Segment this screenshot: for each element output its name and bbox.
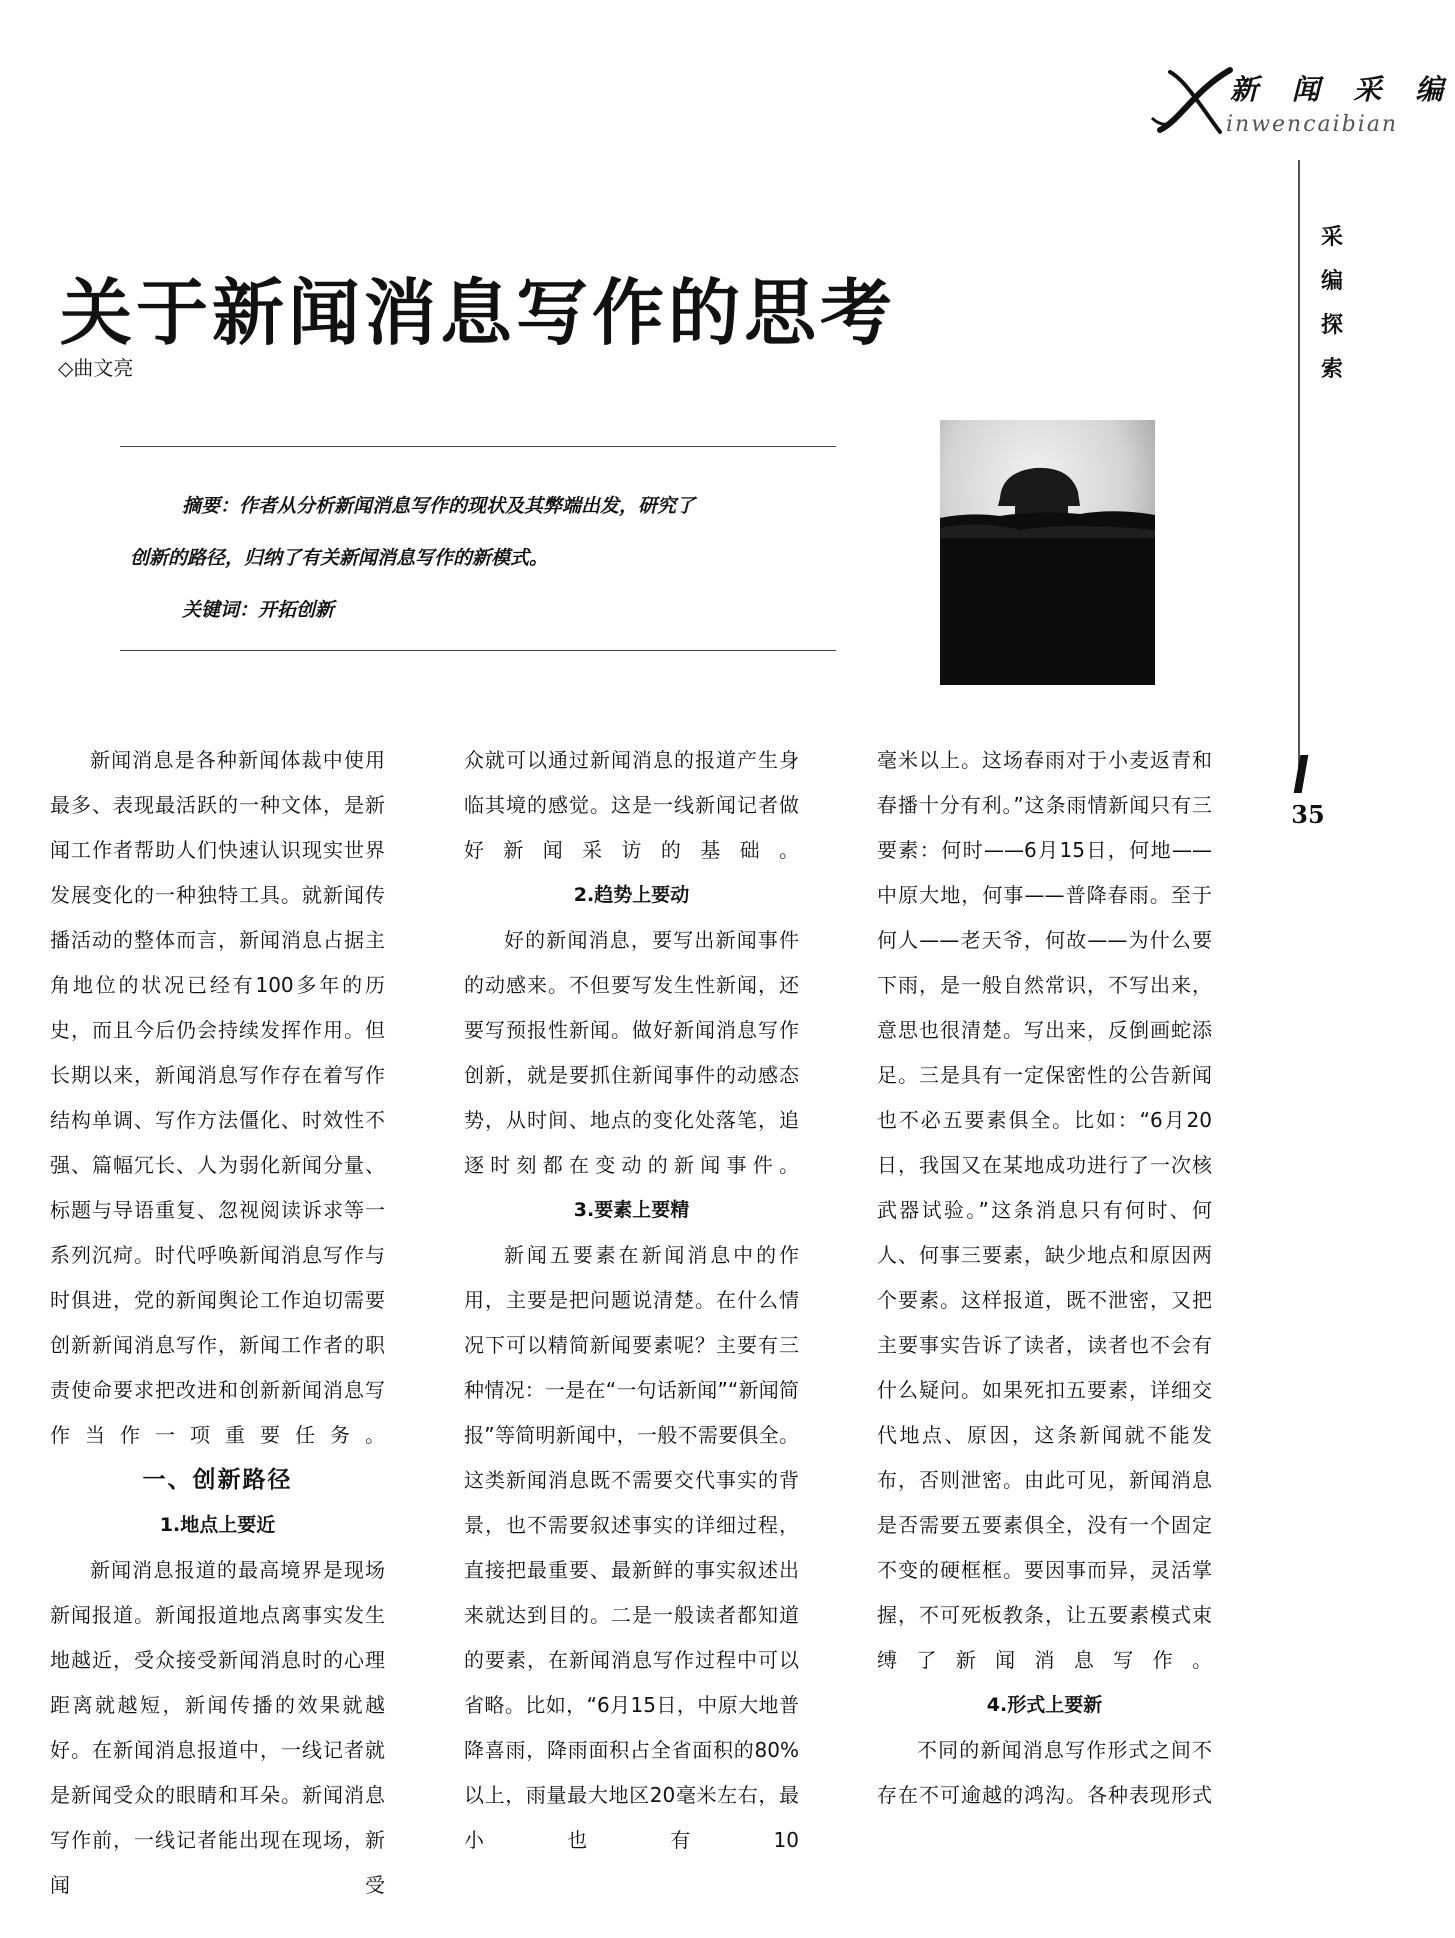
paragraph: 新闻五要素在新闻消息中的作用，主要是把问题说清楚。在什么情况下可以精简新闻要素呢？主要有三种情况：一是在“一句话新闻”“新闻简报”等简明新闻中，一般不需要俱全。这类新闻消息既不需要交代事实的背景，也不需要叙述事实的详细过程，直接把最重要、最新鲜的事实叙述出来就达到目的。二是一般读者都知道的要素，在新闻消息写作过程中可以省略。比如，“6月15日，中原大地普降喜雨，降雨面积占全省面积的80%以上，雨量最大地区20毫米左右，最小也有10 [464,1243,799,1852]
article-photo [940,420,1155,685]
article-author: ◇曲文亮 [58,356,134,380]
paragraph: 新闻消息报道的最高境界是现场新闻报道。新闻报道地点离事实发生地越近，受众接受新闻消息时的心理距离就越短，新闻传播的效果就越好。在新闻消息报道中，一线记者就是新闻受众的眼睛和耳朵。新闻消息写作前，一线记者能出现在现场，新闻受 [50,1558,385,1897]
abstract-bottom-rule [120,650,836,651]
paragraph: 好的新闻消息，要写出新闻事件的动感来。不但要写发生性新闻，还要写预报性新闻。做好新闻消息写作创新，就是要抓住新闻事件的动感态势，从时间、地点的变化处落笔，追逐时刻都在变动的新闻事件。 [464,928,799,1177]
paragraph: 不同的新闻消息写作形式之间不存在不可逾越的鸿沟。各种表现形式 [877,1738,1212,1807]
subsection-heading: 4.形式上要新 [986,1694,1103,1716]
subsection-heading: 2.趋势上要动 [573,884,690,906]
section-char: 索 [1320,357,1343,382]
margin-rule-tick [1294,755,1309,793]
text-column-1 [50,738,385,1908]
section-char: 采 [1320,225,1343,250]
margin-rule [1298,160,1300,780]
brand-subtitle: inwencaibian [1226,112,1399,137]
subsection-heading: 3.要素上要精 [573,1199,690,1221]
photo-image [940,420,1155,685]
page-number: 35 [1291,800,1325,829]
abstract-block [130,480,830,636]
section-char: 探 [1320,313,1343,338]
text-column-3 [877,738,1212,1818]
section-heading: 一、创新路径 [142,1467,293,1493]
abstract-line: 创新的路径，归纳了有关新闻消息写作的新模式。 [130,547,549,569]
section-char: 编 [1320,269,1343,294]
keywords-line: 关键词：开拓创新 [182,599,335,621]
article-title: 关于新闻消息写作的思考 [60,270,897,355]
paragraph: 新闻消息是各种新闻体裁中使用最多、表现最活跃的一种文体，是新闻工作者帮助人们快速认识现实世界发展变化的一种独特工具。就新闻传播活动的整体而言，新闻消息占据主角地位的状况已经有100多年的历史，而且今后仍会持续发挥作用。但长期以来，新闻消息写作存在着写作结构单调、写作方法僵化、时效性不强、篇幅冗长、人为弱化新闻分量、标题与导语重复、忽视阅读诉求等一系列沉疴。时代呼唤新闻消息写作与时俱进，党的新闻舆论工作迫切需要创新新闻消息写作，新闻工作者的职责使命要求把改进和创新新闻消息写作当作一项重要任务。 [50,748,385,1447]
subsection-heading: 1.地点上要近 [159,1514,276,1536]
abstract-top-rule [120,446,836,447]
paragraph: 毫米以上。这场春雨对于小麦返青和春播十分有利。”这条雨情新闻只有三要素：何时——6月15日，何地——中原大地，何事——普降春雨。至于何人——老天爷，何故——为什么要下雨，是一般自然常识，不写出来，意思也很清楚。写出来，反倒画蛇添足。三是具有一定保密性的公告新闻也不必五要素俱全。比如：“6月20日，我国又在某地成功进行了一次核武器试验。”这条消息只有何时、何人、何事三要素，缺少地点和原因两个要素。这样报道，既不泄密，又把主要事实告诉了读者，读者也不会有什么疑问。如果死扣五要素，详细交代地点、原因，这条新闻就不能发布，否则泄密。由此可见，新闻消息是否需要五要素俱全，没有一个固定不变的硬框框。要因事而异，灵活掌握，不可死板教条，让五要素模式束缚了新闻消息写作。 [877,748,1212,1672]
journal-brand [1150,60,1455,140]
text-column-2 [464,738,799,1863]
abstract-line: 摘要：作者从分析新闻消息写作的现状及其弊端出发，研究了 [182,495,696,517]
brand-title: 新 闻 采 编 [1230,73,1455,106]
section-label [1312,216,1352,392]
paragraph: 众就可以通过新闻消息的报道产生身临其境的感觉。这是一线新闻记者做好新闻采访的基础。 [464,748,799,862]
